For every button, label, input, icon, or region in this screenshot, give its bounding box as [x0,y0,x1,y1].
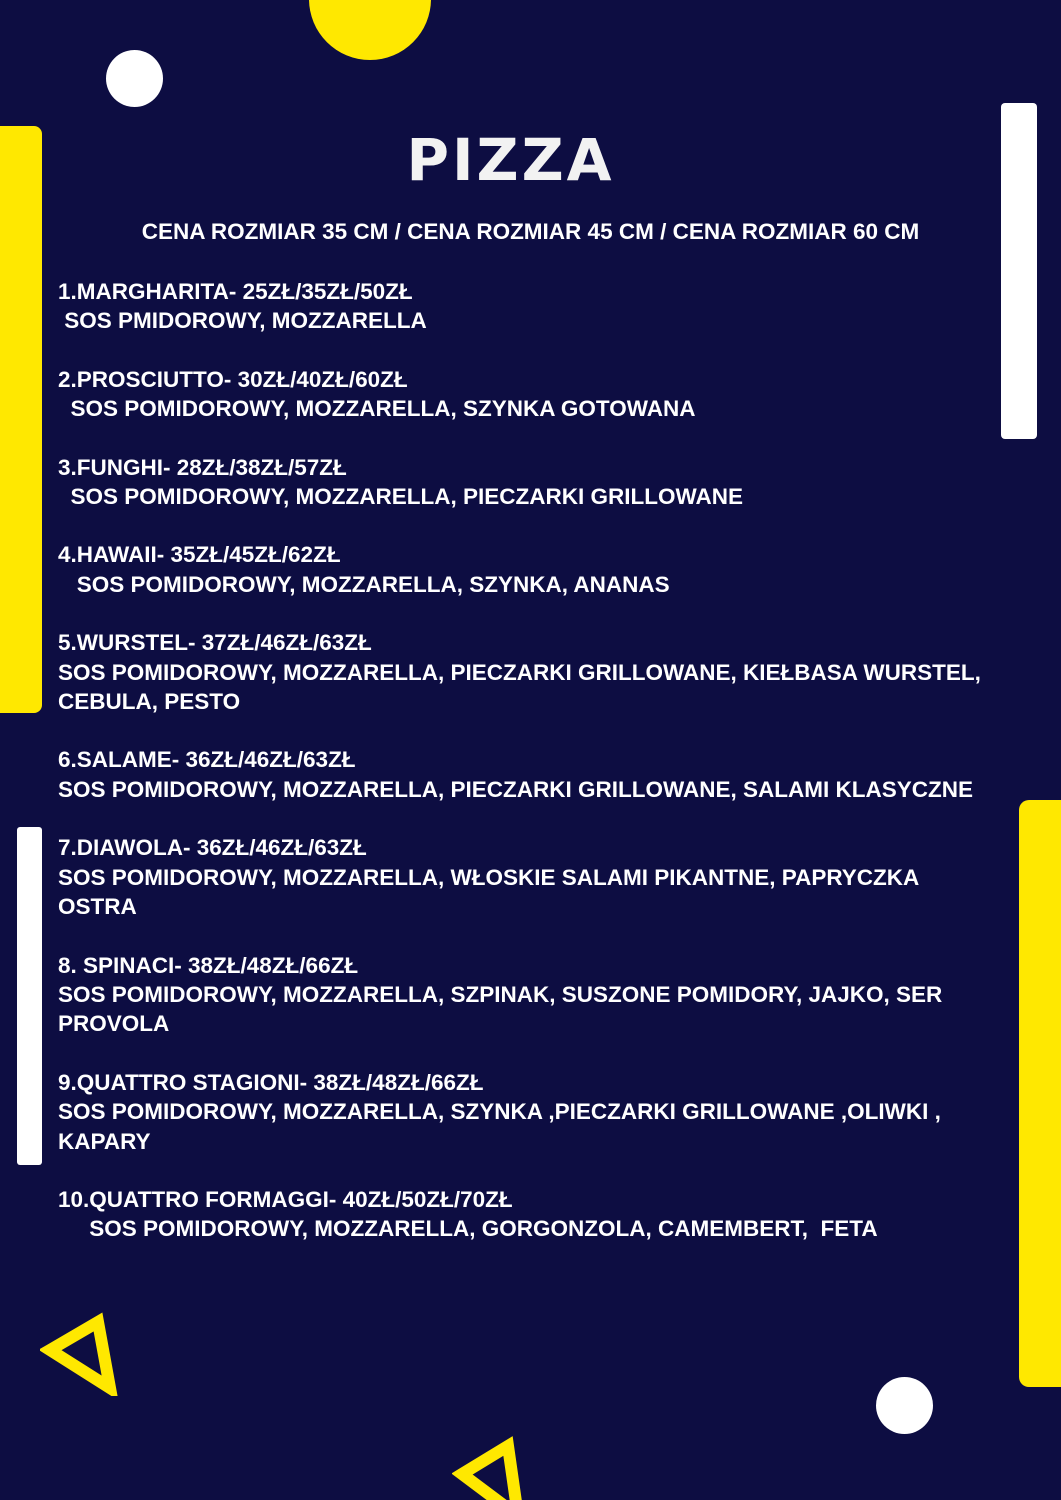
menu-item [58,745,1003,804]
decor-circle-white [106,50,163,107]
size-price-header: CENA ROZMIAR 35 CM / CENA ROZMIAR 45 CM / CENA ROZMIAR 60 CM [141,219,920,244]
decor-circle-white-bottom [876,1377,933,1434]
menu-item [58,277,1003,336]
menu-item [58,365,1003,424]
menu-item-ingredients: SOS POMIDOROWY, MOZZARELLA, PIECZARKI GRILLOWANE [58,484,744,510]
menu-item [58,628,1003,716]
menu-item-title: 9.QUATTRO STAGIONI- 38ZŁ/48ZŁ/66ZŁ [58,1069,484,1095]
menu-item-ingredients: SOS PMIDOROWY, MOZZARELLA [58,308,427,334]
menu-item-title: 7.DIAWOLA- 36ZŁ/46ZŁ/63ZŁ [58,835,367,861]
menu-item [58,951,1003,1039]
menu-item-title: 3.FUNGHI- 28ZŁ/38ZŁ/57ZŁ [58,454,347,480]
decor-bar-yellow-right [1019,800,1061,1387]
menu-item-ingredients: SOS POMIDOROWY, MOZZARELLA, PIECZARKI GRILLOWANE, KIEŁBASA WURSTEL, CEBULA, PESTO [58,659,988,715]
menu-item-title: 4.HAWAII- 35ZŁ/45ZŁ/62ZŁ [58,542,341,568]
decor-triangle-left [40,1310,124,1396]
menu-item-ingredients: SOS POMIDOROWY, MOZZARELLA, GORGONZOLA, CAMEMBERT, FETA [58,1216,878,1242]
menu-item [58,453,1003,512]
menu-item [58,1068,1003,1156]
menu-item [58,1185,1003,1244]
decor-triangle-bottom [452,1436,536,1500]
page-title: PIZZA [406,126,615,194]
decor-circle-yellow [309,0,431,60]
menu-item [58,540,1003,599]
pizza-menu-list [58,277,1003,1273]
menu-item-title: 1.MARGHARITA- 25ZŁ/35ZŁ/50ZŁ [58,279,413,304]
decor-bar-white-left [17,827,42,1165]
menu-item-ingredients: SOS POMIDOROWY, MOZZARELLA, SZYNKA, ANANAS [58,571,670,597]
menu-item-title: 5.WURSTEL- 37ZŁ/46ZŁ/63ZŁ [58,630,372,656]
menu-item-ingredients: SOS POMIDOROWY, MOZZARELLA, SZPINAK, SUSZONE POMIDORY, JAJKO, SER PROVOLA [58,981,949,1037]
menu-item-title: 10.QUATTRO FORMAGGI- 40ZŁ/50ZŁ/70ZŁ [58,1186,513,1212]
menu-item-ingredients: SOS POMIDOROWY, MOZZARELLA, PIECZARKI GRILLOWANE, SALAMI KLASYCZNE [58,776,973,802]
menu-item-ingredients: SOS POMIDOROWY, MOZZARELLA, WŁOSKIE SALAMI PIKANTNE, PAPRYCZKA OSTRA [58,864,925,920]
decor-bar-yellow-left [0,126,42,713]
menu-item-title: 8. SPINACI- 38ZŁ/48ZŁ/66ZŁ [58,952,359,978]
menu-item-title: 2.PROSCIUTTO- 30ZŁ/40ZŁ/60ZŁ [58,366,408,392]
menu-item [58,833,1003,921]
menu-item-ingredients: SOS POMIDOROWY, MOZZARELLA, SZYNKA GOTOWANA [58,396,696,422]
menu-item-title: 6.SALAME- 36ZŁ/46ZŁ/63ZŁ [58,747,356,773]
menu-item-ingredients: SOS POMIDOROWY, MOZZARELLA, SZYNKA ,PIECZARKI GRILLOWANE ,OLIWKI , KAPARY [58,1099,948,1154]
